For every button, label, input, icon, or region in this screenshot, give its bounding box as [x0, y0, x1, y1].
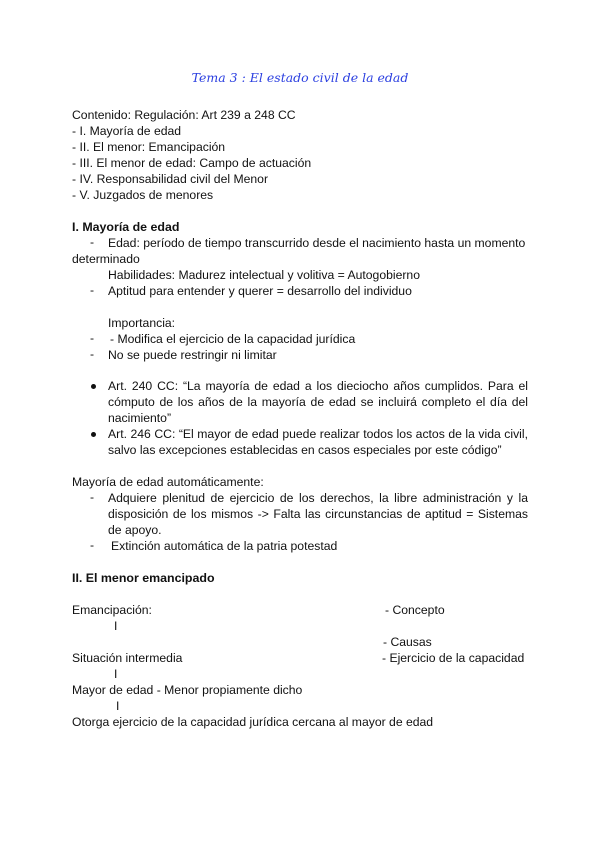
edad-definition-cont: determinado — [72, 252, 140, 266]
list-dash: - — [90, 283, 95, 297]
no-restringir-text: No se puede restringir ni limitar — [108, 348, 277, 362]
adquiere-text: Adquiere plenitud de ejercicio de los derechos, la libre administración y la disposición de los mismos -> Falta las circunstancias de aptitud = Sistemas de apoyo. — [108, 491, 528, 537]
list-dash: - — [90, 490, 95, 504]
list-dash: - — [90, 235, 95, 249]
art246-quote: Art. 246 CC: “El mayor de edad puede realizar todos los actos de la vida civil, salvo las excepciones establecidas en casos especiales por este código” — [108, 427, 528, 457]
importancia-label: Importancia: — [108, 316, 176, 330]
contents-item: - I. Mayoría de edad — [72, 124, 182, 138]
list-dash: - — [90, 538, 95, 552]
bullet-icon — [91, 384, 96, 389]
causas-text: - Causas — [383, 635, 432, 649]
emancipacion-label: Emancipación: — [72, 603, 152, 617]
extincion-text: Extinción automática de la patria potestad — [111, 539, 338, 553]
concepto-text: - Concepto — [385, 603, 445, 617]
list-dash: - — [90, 347, 95, 361]
contents-item: - IV. Responsabilidad civil del Menor — [72, 172, 269, 186]
document-title: Tema 3 : El estado civil de la edad — [191, 70, 409, 85]
mayor-menor-text: Mayor de edad - Menor propiamente dicho — [72, 683, 303, 697]
habilidades-text: Habilidades: Madurez intelectual y volitiva = Autogobierno — [108, 268, 420, 282]
connector-bar: I — [116, 699, 120, 713]
art240-quote: Art. 240 CC: “La mayoría de edad a los dieciocho años cumplidos. Para el cómputo de los años de la mayoría de edad se incluirá completo el día del nacimiento” — [108, 379, 528, 425]
section-heading: II. El menor emancipado — [72, 571, 215, 585]
aptitud-text: Aptitud para entender y querer = desarrollo del individuo — [108, 284, 412, 298]
otorga-text: Otorga ejercicio de la capacidad jurídica cercana al mayor de edad — [72, 715, 434, 729]
edad-definition: Edad: período de tiempo transcurrido desde el nacimiento hasta un momento — [108, 236, 526, 250]
ejercicio-text: - Ejercicio de la capacidad — [382, 651, 525, 665]
contents-item: - II. El menor: Emancipación — [72, 140, 226, 154]
situacion-text: Situación intermedia — [72, 651, 183, 665]
list-dash: - — [90, 331, 95, 345]
automatica-label: Mayoría de edad automáticamente: — [72, 475, 264, 489]
connector-bar: I — [114, 619, 118, 633]
section-heading: I. Mayoría de edad — [72, 220, 180, 234]
contents-heading: Contenido: Regulación: Art 239 a 248 CC — [72, 108, 296, 122]
contents-item: - V. Juzgados de menores — [72, 188, 214, 202]
contents-item: - III. El menor de edad: Campo de actuación — [72, 156, 312, 170]
modifica-text: - Modifica el ejercicio de la capacidad jurídica — [110, 332, 356, 346]
connector-bar: I — [114, 667, 118, 681]
bullet-icon — [91, 432, 96, 437]
